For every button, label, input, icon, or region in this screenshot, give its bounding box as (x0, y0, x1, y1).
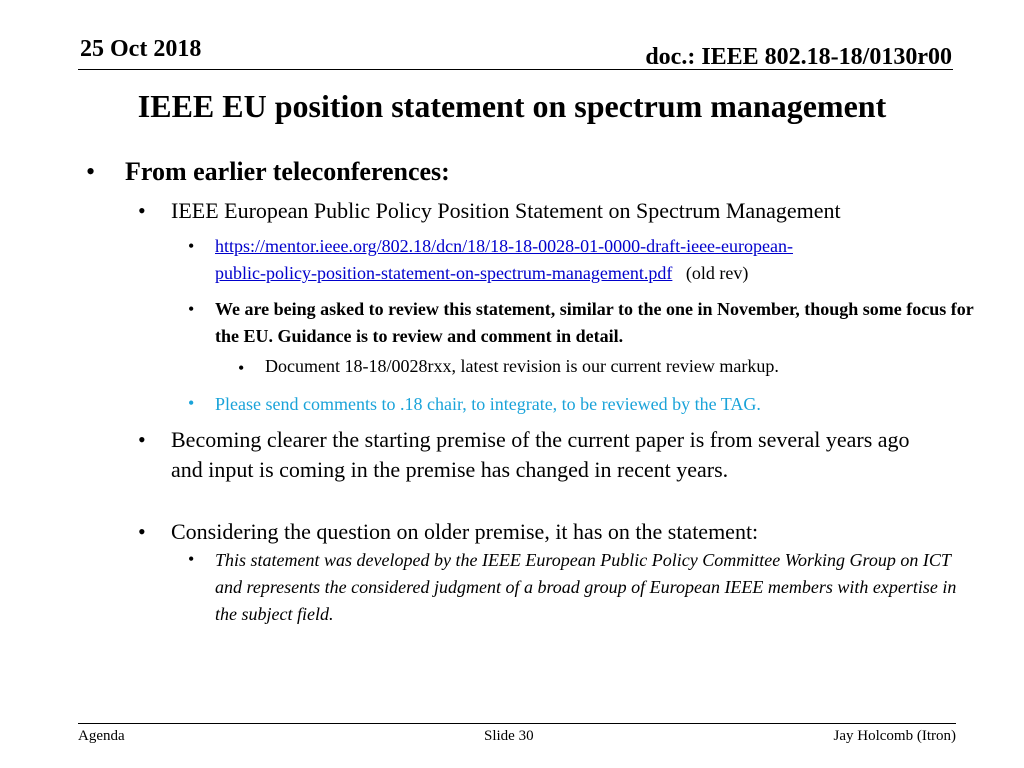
footer-agenda: Agenda (78, 728, 125, 744)
mentor-link-line1[interactable]: https://mentor.ieee.org/802.18/dcn/18/18-18-0028-01-0000-draft-ieee-european- (215, 236, 793, 256)
bullet-marker: • (138, 198, 146, 223)
footer-author: Jay Holcomb (Itron) (833, 728, 956, 744)
bullet-review-request: We are being asked to review this statement, similar to the one in November, though some focus for the EU. Guidance is to review and comment in detail. (215, 299, 974, 346)
bullet-marker: • (238, 358, 245, 378)
bullet-premise-change: Becoming clearer the starting premise of the current paper is from several years ago and input is coming in the premise has changed in recent years. (171, 427, 910, 482)
bullet-marker: • (86, 157, 96, 186)
bullet-send-comments: Please send comments to .18 chair, to integrate, to be reviewed by the TAG. (215, 394, 761, 414)
bullet-marker: • (188, 299, 195, 319)
slide-title: IEEE EU position statement on spectrum management (137, 88, 887, 124)
bullet-link-item (215, 233, 975, 287)
footer-divider (78, 723, 956, 724)
header-divider (78, 69, 953, 70)
mentor-link-line2[interactable]: public-policy-position-statement-on-spectrum-management.pdf (215, 263, 673, 283)
bullet-position-statement: IEEE European Public Policy Position Statement on Spectrum Management (171, 198, 841, 223)
bullet-marker: • (188, 549, 195, 569)
bullet-marker: • (138, 427, 146, 452)
bullet-document-markup: Document 18-18/0028rxx, latest revision is our current review markup. (265, 356, 779, 376)
bullet-marker: • (138, 519, 146, 544)
header-doc-id: doc.: IEEE 802.18-18/0130r00 (645, 44, 952, 70)
bullet-statement-quote: This statement was developed by the IEEE European Public Policy Committee Working Group on ICT and represents the considered judgment of a broad group of European IEEE members with expertise in the subject field. (215, 550, 957, 624)
bullet-teleconferences: From earlier teleconferences: (125, 157, 450, 186)
bullet-marker: • (188, 236, 195, 256)
header-date: 25 Oct 2018 (80, 36, 202, 62)
bullet-marker: • (188, 393, 195, 413)
bullet-older-premise: Considering the question on older premise, it has on the statement: (171, 519, 759, 544)
footer-slide-number: Slide 30 (484, 728, 534, 744)
link-note: (old rev) (685, 263, 749, 283)
